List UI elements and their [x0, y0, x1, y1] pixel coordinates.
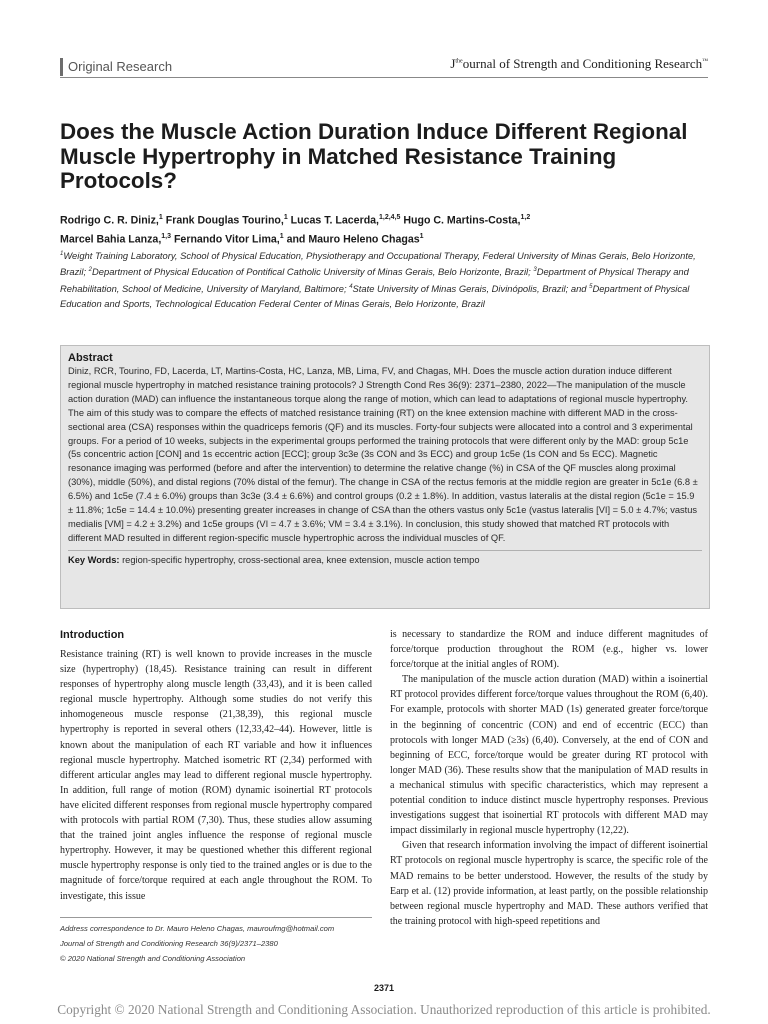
citation-note: Journal of Strength and Conditioning Research 36(9)/2371–2380: [60, 939, 278, 948]
section-marker: [60, 58, 63, 76]
copyright-footer: Copyright © 2020 National Strength and Conditioning Association. Unauthorized reproduction of this article is prohibited.: [57, 1002, 711, 1017]
right-column: [390, 627, 708, 929]
running-header: [60, 56, 708, 78]
intro-paragraph-continued: is necessary to standardize the ROM and induce different magnitudes of force/torque production throughout the ROM (e.g., higher vs. lower force/torque at the initial angles of ROM).: [390, 629, 708, 671]
abstract-divider: [68, 550, 702, 551]
header-divider: [60, 77, 708, 78]
correspondence-note: Address correspondence to Dr. Mauro Heleno Chagas, mauroufmg@hotmail.com: [60, 924, 335, 933]
article-title: Does the Muscle Action Duration Induce Different Regional Muscle Hypertrophy in Matched Resistance Training Protocols?: [60, 119, 688, 193]
affiliations: $^1$Weight Training Laboratory, School of Physical Education, Physiotherapy and Occupational Therapy, Federal University of Minas Gerais, Belo Horizonte, Brazil; $^2$Department of Physical Education of Pontifical Catholic University of Minas Gerais, Belo Horizonte, Brazil; $^3$Department of Physical Therapy and Rehabilitation, School of Medicine, University of Maryland, Baltimore; $^4$State University of Minas Gerais, Divinópolis, Brazil; and $^5$Department of Physical Education and Sports, Technological Education Federal Center of Minas Gerais, Belo Horizonte, Brazil: [60, 250, 696, 309]
footnotes: [60, 921, 372, 966]
introduction-heading: Introduction: [60, 629, 125, 641]
abstract-text: Diniz, RCR, Tourino, FD, Lacerda, LT, Martins-Costa, HC, Lanza, MB, Lima, FV, and Chagas, MH. Does the muscle action duration induce different regional muscle hypertrophy in matched resistance training protocols? J Strength Cond Res 36(9): 2371–2380, 2022—The manipulation of the muscle action duration (MAD) can influence the instantaneous torque along the range of motion, which can lead to adaptations of regional muscle hypertrophy. The aim of this study was to compare the effects of matched resistance training (RT) on the knee extension machine with different MAD in the cross-sectional area (CSA) responses within the quadriceps femoris (QF) and its muscles. Forty-four subjects were allocated into a control and 3 experimental groups. For a period of 10 weeks, subjects in the experimental groups performed the training protocols that were different only by the MAD: group 5c1e (5s concentric action [CON] and 1s eccentric action [ECC]; group 3c3e (3s CON and 3s ECC) and group 1c5e (1s CON and 5s ECC). Magnetic resonance imaging was performed (before and after the intervention) to determine the relative change (%) in CSA of the QF muscles along proximal (30%), middle (50%), and distal regions (70% distal of the femur). The change in CSA of the rectus femoris at the middle region are greater in 5c1e (6.8 ± 6.5%) and 1c5e (7.4 ± 6.0%) groups than 3c3e (3.4 ± 6.6%) and control groups (0.2 ± 1.8%). In addition, vastus lateralis at the distal region (5c1e = 15.9 ± 11.8%; 1c5e = 14.4 ± 10.0%) presenting greater increases in change of CSA than the others vastus only 5c1e (vastus lateralis [VI] = 5.0 ± 4.7%; vastus medialis [VM] = 4.2 ± 3.2%) and 1c5e groups (VI = 4.7 ± 3.6%; VM = 3.4 ± 3.1%). In conclusion, this study showed that matched RT protocols with different MAD resulted in different region-specific muscle hypertrophic across the individual muscles of QF.: [68, 366, 698, 543]
page-number: 2371: [373, 983, 395, 993]
intro-paragraph: Resistance training (RT) is well known to provide increases in the muscle size (hypertrophy) (18,45). Resistance training can result in different responses of hypertrophy along muscle length (33,43), and it is been called regional muscle hypertrophy. Although some studies do not verify this inhomogeneous muscle response (21,38,39), this regional muscle hypertrophy is reported in several others (12,33,42–44). However, little is known about the manipulation of each RT variable and how it influences regional muscle hypertrophy. Matched isometric RT (2,34) performed with different articular angles may lead to different regional muscle hypertrophy. In addition, full range of motion (ROM) dynamic isoinertial RT protocols have elicited different responses from regional muscle hypertrophy compared with protocols with partial ROM (7,30). Thus, these studies allow assuming that the trained joint angles influence the response of regional muscle hypertrophy. However, it may be questioned whether this different regional muscle hypertrophy response is only tied to the trained angles or is due to the magnitude of force/torque required at each angle throughout the ROM. To investigate, this issue: [60, 649, 372, 902]
author-list: Rodrigo C. R. Diniz,$^1$ Frank Douglas Tourino,$^1$ Lucas T. Lacerda,$^{1,2,4,5}$ Hugo C. Martins-Costa,$^{1,2}$ Marcel Bahia Lanza,$^{1,3}$ Fernando Vitor Lima,$^1$ and Mauro Heleno Chagas$^1$: [60, 214, 531, 246]
intro-paragraph: The manipulation of the muscle action duration (MAD) within a isoinertial RT protocol provides different force/torque values throughout the ROM (6,40). For example, protocols with shorter MAD (1s) generated greater force/torque in the beginning of concentric (CON) and end of eccentric (ECC) than protocols with longer MAD (≥3s) (6,40). Conversely, at the end of CON and beginning of ECC, force/torque would be greater during RT protocol with longer MAD (36). These results show that the manipulation of MAD results in a mechanical stimulus with specific characteristics, which may represent a potential condition to induce distinct muscle hypertrophy responses. Previous investigations suggest that isoinertial RT protocols with different MAD may impact dissimilarly in regional muscle hypertrophy (12,22).: [390, 674, 708, 837]
copyright-note: © 2020 National Strength and Conditioning Association: [60, 954, 246, 963]
abstract-box: [60, 345, 710, 609]
keywords: Key Words: region-specific hypertrophy, cross-sectional area, knee extension, muscle action tempo: [68, 554, 480, 565]
footnote-divider: [60, 917, 372, 918]
abstract-heading: Abstract: [68, 352, 113, 364]
left-column: [60, 628, 372, 904]
intro-paragraph: Given that research information involving the impact of different isoinertial RT protocols on regional muscle hypertrophy is scarce, the specific role of the MAD remains to be better understood. However, the results of the study by Earp et al. (12) provide information, at least partly, on the possible relationship between regional muscle hypertrophy and MAD. These authors verified that the training protocol with high-speed repetitions and: [390, 840, 708, 927]
journal-logo: $J^{the}ournal$ of Strength and Conditioning Research™: [450, 56, 708, 71]
section-label: Original Research: [68, 59, 173, 74]
